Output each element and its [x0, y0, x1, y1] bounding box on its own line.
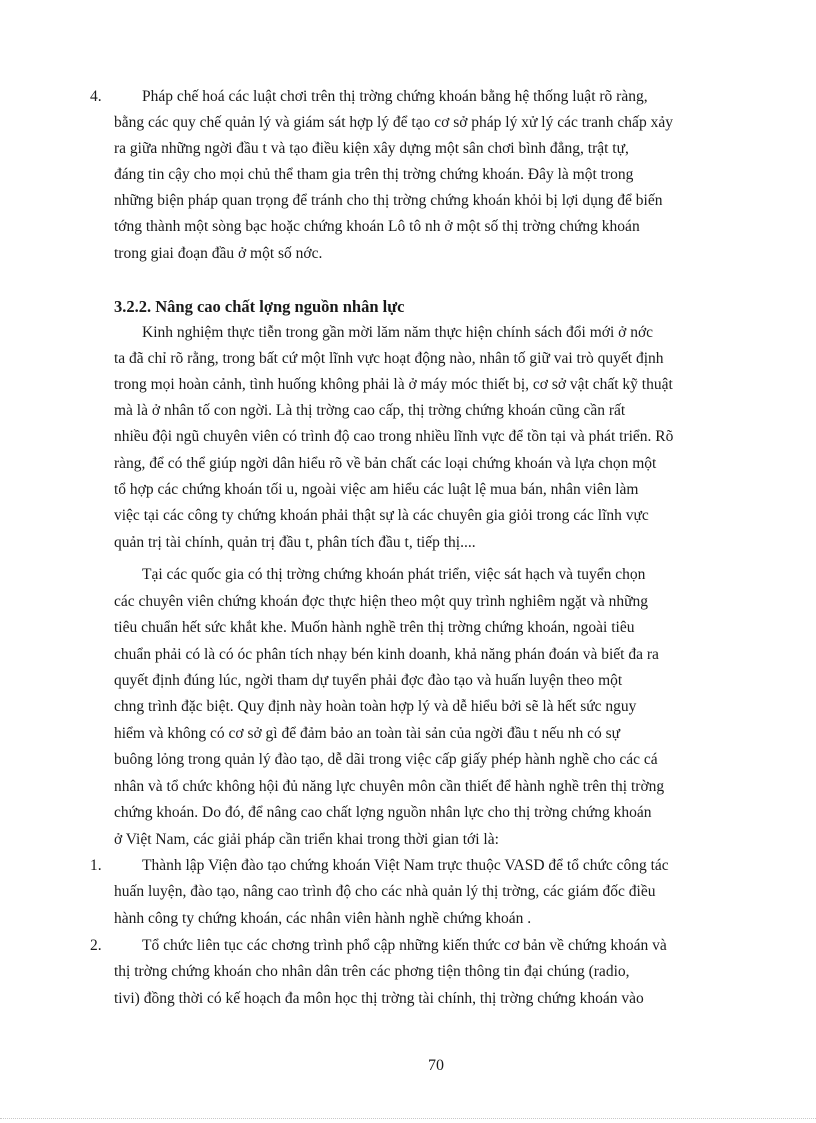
text-line: buông lỏng trong quản lý đào tạo, dễ dãi trong việc cấp giấy phép hành nghề cho các cá	[114, 751, 658, 768]
text-line: tớng thành một sòng bạc hoặc chứng khoán Lô tô nh ở một số thị trờng chứng khoán	[114, 218, 640, 235]
text-line: tổ hợp các chứng khoán tối u, ngoài việc am hiểu các luật lệ mua bán, nhân viên làm	[114, 481, 639, 498]
text-line: Tại các quốc gia có thị trờng chứng khoán phát triển, việc sát hạch và tuyển chọn	[142, 566, 646, 583]
text-line: đáng tin cậy cho mọi chủ thể tham gia trên thị trờng chứng khoán. Đây là một trong	[114, 166, 634, 183]
text-line: quyết định đúng lúc, ngời tham dự tuyển phải đợc đào tạo và huấn luyện theo một	[114, 672, 623, 689]
text-line: chứng khoán. Do đó, để nâng cao chất lợng nguồn nhân lực cho thị trờng chứng khoán	[114, 804, 652, 821]
text-line: trong giai đoạn đầu ở một số nớc.	[114, 245, 323, 262]
list-number: 2.	[90, 937, 102, 954]
text-line: mà là ở nhân tố con ngời. Là thị trờng cao cấp, thị trờng chứng khoán cũng cần rất	[114, 402, 626, 419]
text-line: nhân và tổ chức không hội đủ năng lực chuyên môn cần thiết để hành nghề trên thị trờng	[114, 778, 665, 795]
text-line: tivi) đồng thời có kế hoạch đa môn học thị trờng tài chính, thị trờng chứng khoán vào	[114, 990, 644, 1007]
page-number: 70	[428, 1057, 444, 1074]
text-line: nhiều đội ngũ chuyên viên có trình độ cao trong nhiều lĩnh vực để tồn tại và phát triển. Rõ	[114, 428, 674, 445]
list-number: 4.	[90, 88, 102, 105]
text-line: Thành lập Viện đào tạo chứng khoán Việt Nam trực thuộc VASD để tổ chức công tác	[142, 857, 669, 874]
text-line: Kinh nghiệm thực tiễn trong gần mời lăm năm thực hiện chính sách đổi mới ở nớc	[142, 324, 654, 341]
text-line: chuẩn phải có là có óc phân tích nhạy bén kinh doanh, khả năng phán đoán và biết đa ra	[114, 646, 659, 663]
text-line: thị trờng chứng khoán cho nhân dân trên các phơng tiện thông tin đại chúng (radio,	[114, 963, 630, 980]
footer-divider	[0, 1118, 816, 1119]
text-line: bằng các quy chế quản lý và giám sát hợp lý để tạo cơ sở pháp lý xử lý các tranh chấp xảy	[114, 114, 673, 131]
text-line: ở Việt Nam, các giải pháp cần triển khai trong thời gian tới là:	[114, 831, 499, 848]
text-line: chng trình đặc biệt. Quy định này hoàn toàn hợp lý và dễ hiểu bởi sẽ là hết sức nguy	[114, 698, 637, 715]
text-line: tiêu chuẩn hết sức khắt khe. Muốn hành nghề trên thị trờng chứng khoán, ngoài tiêu	[114, 619, 635, 636]
text-line: hiểm và không có cơ sở gì để đảm bảo an toàn tài sản của ngời đầu t nếu nh có sự	[114, 725, 621, 742]
text-line: huấn luyện, đào tạo, nâng cao trình độ cho các nhà quản lý thị trờng, các giám đốc điều	[114, 883, 656, 900]
text-line: những biện pháp quan trọng để tránh cho thị trờng chứng khoán khỏi bị lợi dụng để biến	[114, 192, 663, 209]
list-number: 1.	[90, 857, 102, 874]
text-line: các chuyên viên chứng khoán đợc thực hiện theo một quy trình nghiêm ngặt và những	[114, 593, 649, 610]
text-line: Tổ chức liên tục các chơng trình phổ cập những kiến thức cơ bản về chứng khoán và	[142, 937, 667, 954]
text-line: việc tại các công ty chứng khoán phải thật sự là các chuyên gia giỏi trong các lĩnh vực	[114, 507, 649, 524]
text-line: ta đã chỉ rõ rằng, trong bất cứ một lĩnh vực hoạt động nào, nhân tố giữ vai trò quyết định	[114, 350, 664, 367]
text-line: hành công ty chứng khoán, các nhân viên hành nghề chứng khoán .	[114, 910, 532, 927]
text-line: quản trị tài chính, quản trị đầu t, phân tích đầu t, tiếp thị....	[114, 534, 476, 551]
text-line: trong mọi hoàn cảnh, tình huống không phải là ở máy móc thiết bị, cơ sở vật chất kỹ thuật	[114, 376, 673, 393]
text-line: ràng, để có thể giúp ngời dân hiểu rõ về bản chất các loại chứng khoán và lựa chọn một	[114, 455, 657, 472]
text-line: ra giữa những ngời đầu t và tạo điều kiện xây dựng một sân chơi bình đẳng, trật tự,	[114, 140, 629, 157]
text-line: Pháp chế hoá các luật chơi trên thị trờng chứng khoán bằng hệ thống luật rõ ràng,	[142, 88, 648, 105]
section-heading: 3.2.2. Nâng cao chất lợng nguồn nhân lực	[114, 297, 405, 316]
